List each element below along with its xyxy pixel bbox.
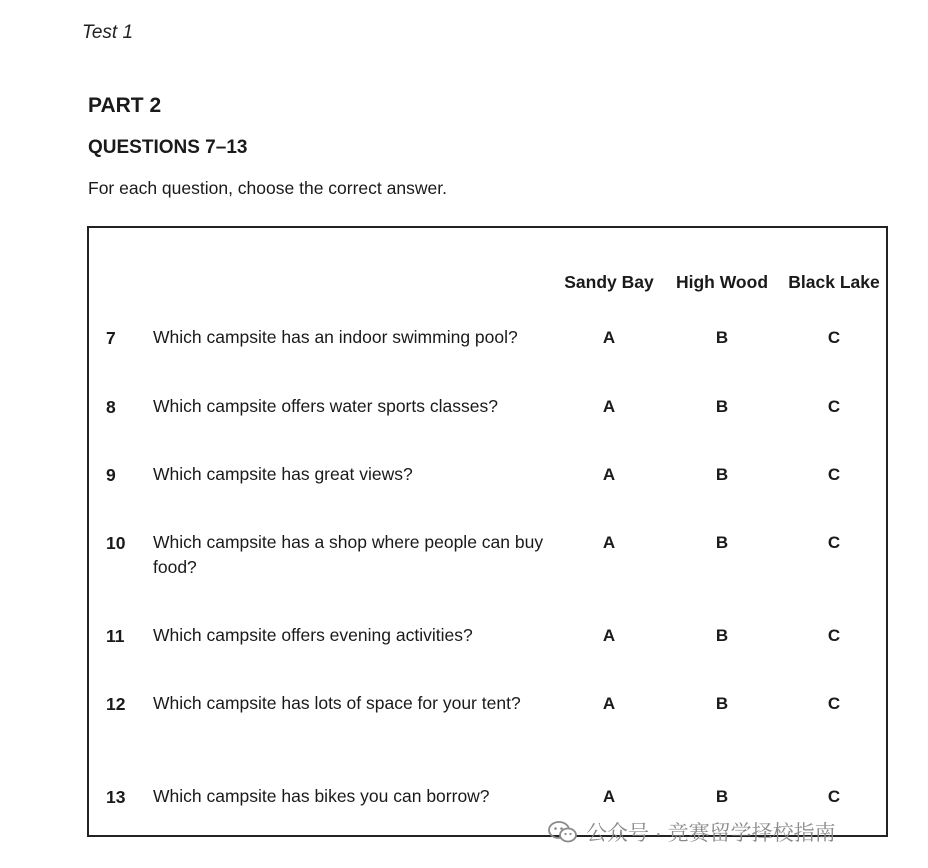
option-a[interactable]: A (602, 533, 616, 552)
questions-title: QUESTIONS 7–13 (88, 137, 248, 158)
option-a[interactable]: A (602, 694, 616, 713)
question-text: Which campsite has great views? (153, 464, 413, 484)
question-row-10 (89, 533, 886, 581)
part-title: PART 2 (88, 94, 162, 117)
question-row-12 (89, 694, 886, 742)
option-a[interactable]: A (602, 787, 616, 806)
option-a[interactable]: A (602, 397, 616, 416)
option-c[interactable]: C (827, 533, 841, 552)
question-number: 12 (106, 694, 126, 714)
option-c[interactable]: C (827, 328, 841, 347)
option-b[interactable]: B (715, 465, 729, 484)
question-number: 7 (106, 328, 116, 348)
instruction-text: For each question, choose the correct answer. (88, 178, 447, 198)
question-text: Which campsite has lots of space for your tent? (153, 693, 521, 713)
option-b[interactable]: B (715, 626, 729, 645)
option-a[interactable]: A (602, 626, 616, 645)
question-number: 8 (106, 397, 116, 417)
option-a[interactable]: A (602, 328, 616, 347)
watermark-text: 公众号 · 竞赛留学择校指南 (586, 822, 836, 845)
watermark (548, 817, 836, 847)
question-text: Which campsite offers evening activities? (153, 625, 473, 645)
option-c[interactable]: C (827, 694, 841, 713)
question-row-11 (89, 626, 886, 674)
question-row-8 (89, 397, 886, 445)
option-b[interactable]: B (715, 787, 729, 806)
option-c[interactable]: C (827, 465, 841, 484)
option-c[interactable]: C (827, 397, 841, 416)
question-number: 10 (106, 533, 126, 553)
question-table (87, 226, 888, 837)
option-c[interactable]: C (827, 626, 841, 645)
column-header-sandy-bay: Sandy Bay (564, 272, 654, 292)
column-header-high-wood: High Wood (675, 272, 769, 292)
question-row-9 (89, 465, 886, 513)
question-text: Which campsite has an indoor swimming pool? (153, 327, 518, 347)
option-b[interactable]: B (715, 694, 729, 713)
option-b[interactable]: B (715, 533, 729, 552)
question-row-7 (89, 328, 886, 376)
question-text: Which campsite has a shop where people can buy food? (153, 532, 544, 577)
option-a[interactable]: A (602, 465, 616, 484)
question-number: 11 (106, 626, 125, 646)
question-number: 13 (106, 787, 126, 807)
option-b[interactable]: B (715, 328, 729, 347)
wechat-icon (548, 820, 578, 844)
option-c[interactable]: C (827, 787, 841, 806)
column-header-black-lake: Black Lake (788, 272, 880, 292)
running-header: Test 1 (82, 22, 134, 43)
question-text: Which campsite offers water sports classes? (153, 396, 498, 416)
question-text: Which campsite has bikes you can borrow? (153, 786, 490, 806)
option-b[interactable]: B (715, 397, 729, 416)
question-number: 9 (106, 465, 116, 485)
